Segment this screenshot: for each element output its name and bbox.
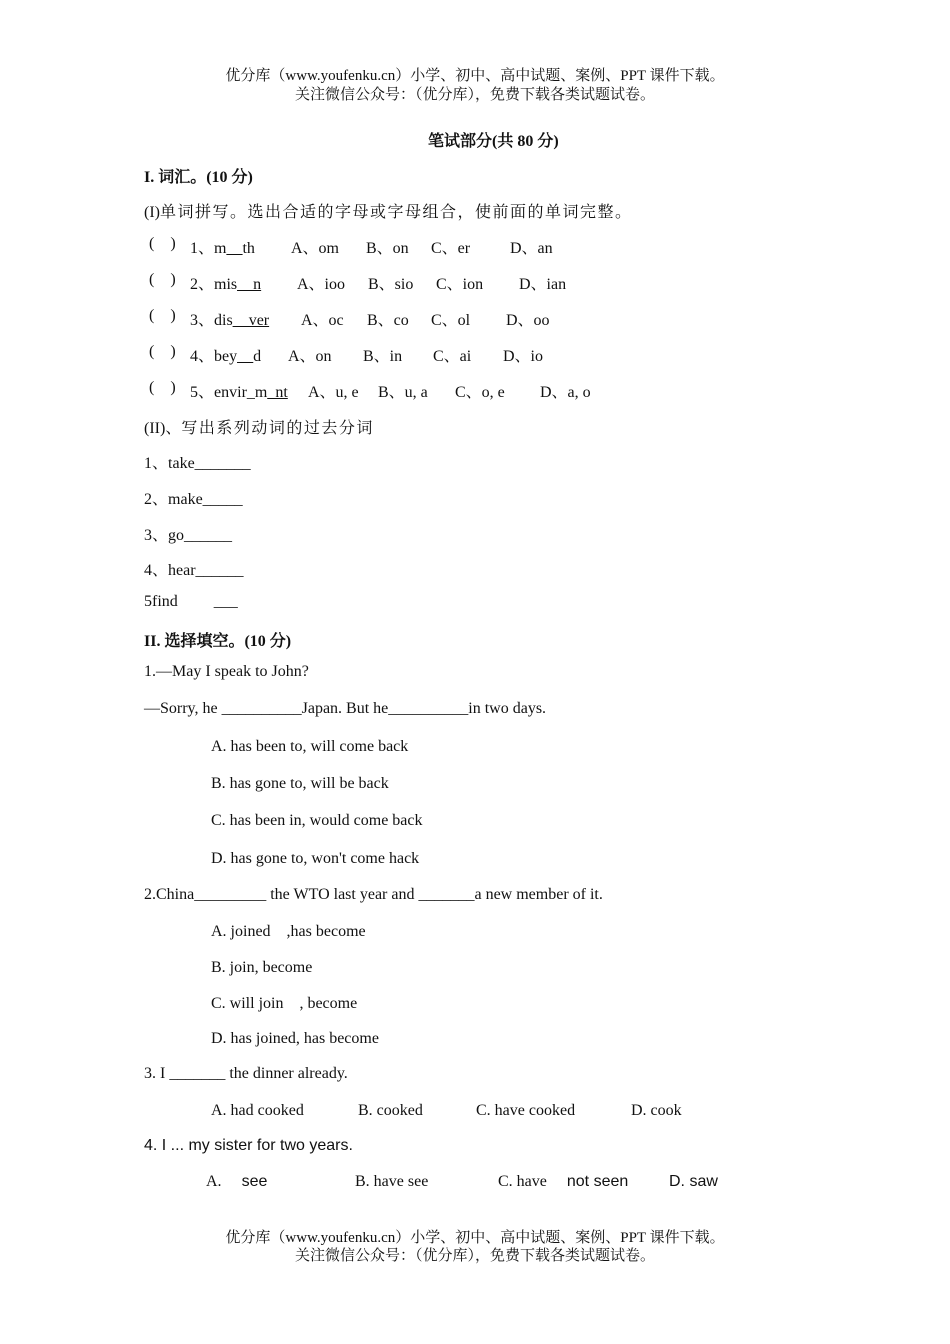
q1-option-c[interactable]: C. has been in, would come back bbox=[211, 812, 423, 829]
part-2-label: (II)、 bbox=[144, 420, 182, 437]
footer-line-1: 优分库（www.youfenku.cn）小学、初中、高中试题、案例、PPT 课件下载。 bbox=[225, 1230, 725, 1246]
verb-item[interactable]: 3、go______ bbox=[144, 527, 233, 544]
verb-item[interactable]: 1、take_______ bbox=[144, 455, 251, 472]
option-d: D、io bbox=[503, 348, 544, 365]
question-2: 2.China_________ the WTO last year and _______a new member of it. bbox=[144, 886, 603, 903]
header-line-2: 关注微信公众号：（优分库），免费下载各类试题试卷。 bbox=[294, 87, 655, 103]
q1-option-b[interactable]: B. has gone to, will be back bbox=[211, 775, 389, 792]
option-c: C、ion bbox=[436, 276, 484, 293]
verb-item[interactable]: 5find ___ bbox=[144, 593, 238, 610]
option-a: A、ioo bbox=[297, 276, 346, 293]
q3-option-d[interactable]: D. cook bbox=[631, 1102, 682, 1119]
option-b: B、sio bbox=[368, 276, 414, 293]
q4-option-b[interactable]: B. have see bbox=[355, 1173, 429, 1190]
q2-option-a[interactable]: A. joined ,has become bbox=[211, 923, 366, 940]
option-d: D、oo bbox=[506, 312, 550, 329]
item-word: 1、m__th bbox=[190, 240, 255, 257]
part-1-label: (I) bbox=[144, 204, 160, 221]
part-1-instruction bbox=[144, 199, 633, 222]
option-c: C、o, e bbox=[455, 384, 505, 401]
question-3: 3. I _______ the dinner already. bbox=[144, 1065, 348, 1082]
option-c: C、er bbox=[431, 240, 471, 257]
answer-paren[interactable]: ( ) bbox=[149, 343, 176, 360]
option-a: A、on bbox=[288, 348, 332, 365]
footer-line-2: 关注微信公众号：（优分库），免费下载各类试题试卷。 bbox=[294, 1248, 655, 1264]
question-1-line-1: 1.—May I speak to John? bbox=[144, 663, 309, 680]
q3-option-c[interactable]: C. have cooked bbox=[476, 1102, 576, 1119]
page-title: 笔试部分(共 80 分) bbox=[428, 133, 559, 150]
q4-option-c[interactable]: C. have not seen bbox=[498, 1173, 629, 1190]
q4-option-a[interactable]: A. see bbox=[206, 1173, 268, 1190]
q2-option-d[interactable]: D. has joined, has become bbox=[211, 1030, 379, 1047]
answer-paren[interactable]: ( ) bbox=[149, 307, 176, 324]
option-b: B、co bbox=[367, 312, 409, 329]
verb-item[interactable]: 4、hear______ bbox=[144, 562, 244, 579]
q3-option-b[interactable]: B. cooked bbox=[358, 1102, 423, 1119]
option-a: A、oc bbox=[301, 312, 344, 329]
section-1-heading: I. 词汇。(10 分) bbox=[144, 169, 253, 186]
question-1-line-2: —Sorry, he __________Japan. But he__________in two days. bbox=[144, 700, 547, 717]
answer-paren[interactable]: ( ) bbox=[149, 379, 176, 396]
question-4: 4. I ... my sister for two years. bbox=[144, 1137, 353, 1154]
item-word: 3、dis__ver bbox=[190, 312, 270, 329]
q1-option-a[interactable]: A. has been to, will come back bbox=[211, 738, 409, 755]
q2-option-c[interactable]: C. will join , become bbox=[211, 995, 358, 1012]
verb-item[interactable]: 2、make_____ bbox=[144, 491, 243, 508]
header-line-1: 优分库（www.youfenku.cn）小学、初中、高中试题、案例、PPT 课件下载。 bbox=[225, 68, 725, 84]
part-1-text: 单词拼写。选出合适的字母或字母组合，使前面的单词完整。 bbox=[159, 204, 633, 221]
q1-option-d[interactable]: D. has gone to, won't come hack bbox=[211, 850, 420, 867]
option-c: C、ai bbox=[433, 348, 472, 365]
option-b: B、in bbox=[363, 348, 403, 365]
option-d: D、ian bbox=[519, 276, 567, 293]
answer-paren[interactable]: ( ) bbox=[149, 235, 176, 252]
option-a: A、u, e bbox=[308, 384, 359, 401]
q3-option-a[interactable]: A. had cooked bbox=[211, 1102, 304, 1119]
q4-option-d[interactable]: D. saw bbox=[669, 1173, 718, 1190]
section-2-heading: II. 选择填空。(10 分) bbox=[144, 633, 292, 650]
item-word: 4、bey__d bbox=[190, 348, 262, 365]
option-a: A、om bbox=[291, 240, 340, 257]
item-word: 5、envir_m_nt bbox=[190, 384, 288, 401]
option-c: C、ol bbox=[431, 312, 471, 329]
option-b: B、u, a bbox=[378, 384, 428, 401]
item-word: 2、mis__n bbox=[190, 276, 262, 293]
part-2-text: 写出系列动词的过去分词 bbox=[181, 420, 374, 437]
answer-paren[interactable]: ( ) bbox=[149, 271, 176, 288]
option-d: D、an bbox=[510, 240, 553, 257]
part-2-instruction bbox=[144, 415, 374, 438]
option-b: B、on bbox=[366, 240, 409, 257]
q2-option-b[interactable]: B. join, become bbox=[211, 959, 313, 976]
option-d: D、a, o bbox=[540, 384, 591, 401]
